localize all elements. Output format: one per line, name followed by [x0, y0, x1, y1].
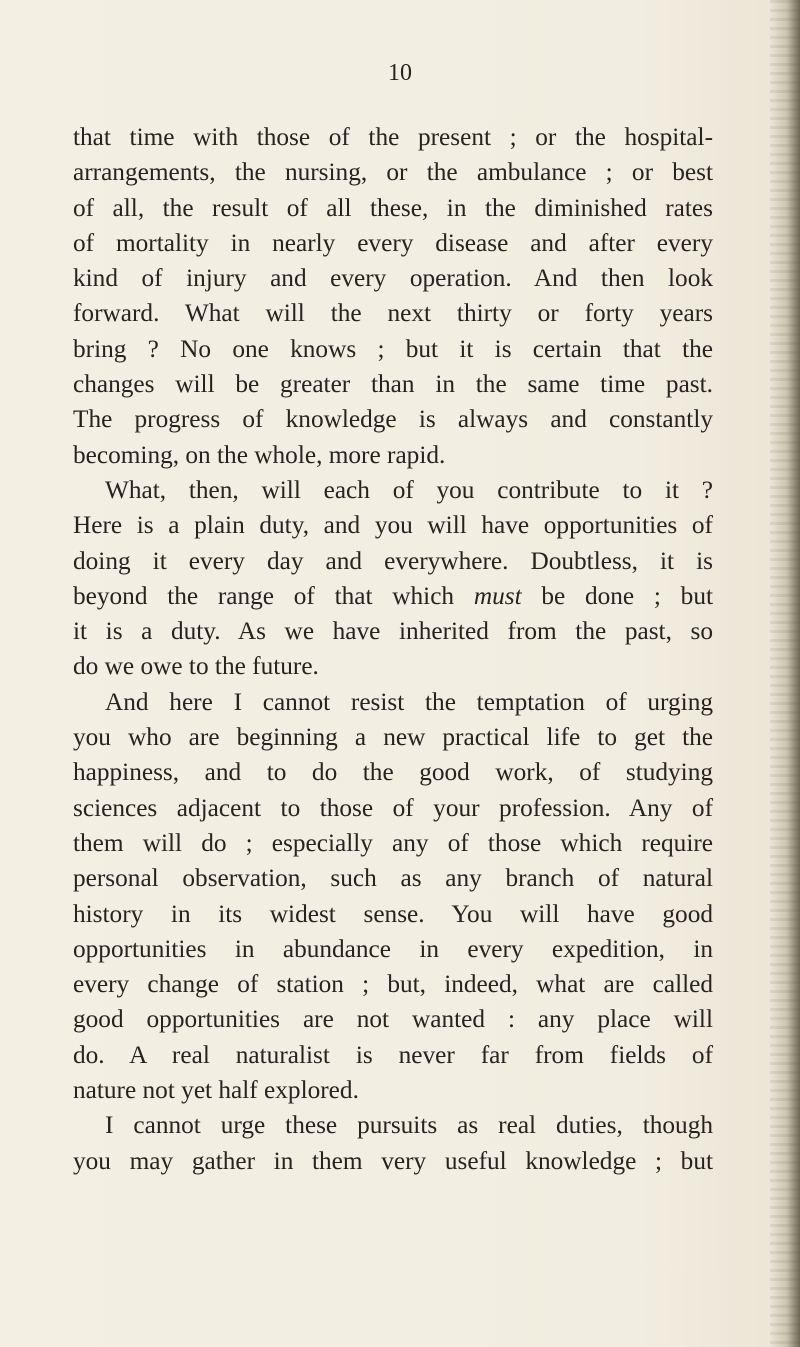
text-line: becoming, on the whole, more rapid. [73, 440, 446, 469]
text-line: it is a duty. As we have inherited from the past, so [73, 617, 713, 646]
text-line: of mortality in nearly every disease and after every [73, 228, 713, 257]
text-line: of all, the result of all these, in the diminished rates [73, 193, 713, 222]
emphasis-word: must [473, 581, 522, 610]
text-line: nature not yet half explored. [73, 1076, 359, 1105]
text-line: forward. What will the next thirty or forty years [73, 299, 713, 328]
page-number: 10 [388, 60, 412, 86]
text-line [73, 579, 713, 614]
text-line: history in its widest sense. You will have good [73, 899, 713, 928]
text-line: that time with those of the present ; or the hospital- [73, 123, 713, 151]
text-segment: be done ; but [521, 581, 713, 610]
text-line: sciences adjacent to those of your profession. Any of [73, 793, 713, 822]
text-line: arrangements, the nursing, or the ambulance ; or best [73, 158, 713, 187]
text-line: doing it every day and everywhere. Doubtless, it is [73, 546, 713, 575]
text-line: you may gather in them very useful knowledge ; but [73, 1146, 713, 1175]
text-line: every change of station ; but, indeed, what are called [73, 970, 713, 999]
text-line: kind of injury and every operation. And then look [73, 264, 713, 293]
text-line: them will do ; especially any of those which require [73, 828, 713, 857]
page-edge-shadow [770, 0, 800, 1347]
text-line: Here is a plain duty, and you will have opportunities of [73, 511, 713, 540]
text-line: good opportunities are not wanted : any place will [73, 1005, 713, 1034]
text-line: What, then, will each of you contribute to it ? [105, 475, 713, 504]
text-line: bring ? No one knows ; but it is certain that the [73, 334, 713, 363]
body-text [73, 120, 713, 1179]
text-line: The progress of knowledge is always and constantly [73, 405, 713, 434]
text-line: personal observation, such as any branch of natural [73, 864, 713, 893]
text-line: do. A real naturalist is never far from fields of [73, 1040, 713, 1069]
text-line: opportunities in abundance in every expedition, in [73, 934, 713, 963]
text-line: I cannot urge these pursuits as real duties, though [105, 1111, 713, 1140]
text-segment: beyond the range of that which [73, 581, 474, 610]
text-line: happiness, and to do the good work, of studying [73, 758, 713, 787]
text-line: changes will be greater than in the same time past. [73, 370, 713, 399]
text-line: you who are beginning a new practical life to get the [73, 723, 713, 752]
text-line: do we owe to the future. [73, 652, 319, 681]
text-line: And here I cannot resist the temptation of urging [105, 687, 713, 716]
